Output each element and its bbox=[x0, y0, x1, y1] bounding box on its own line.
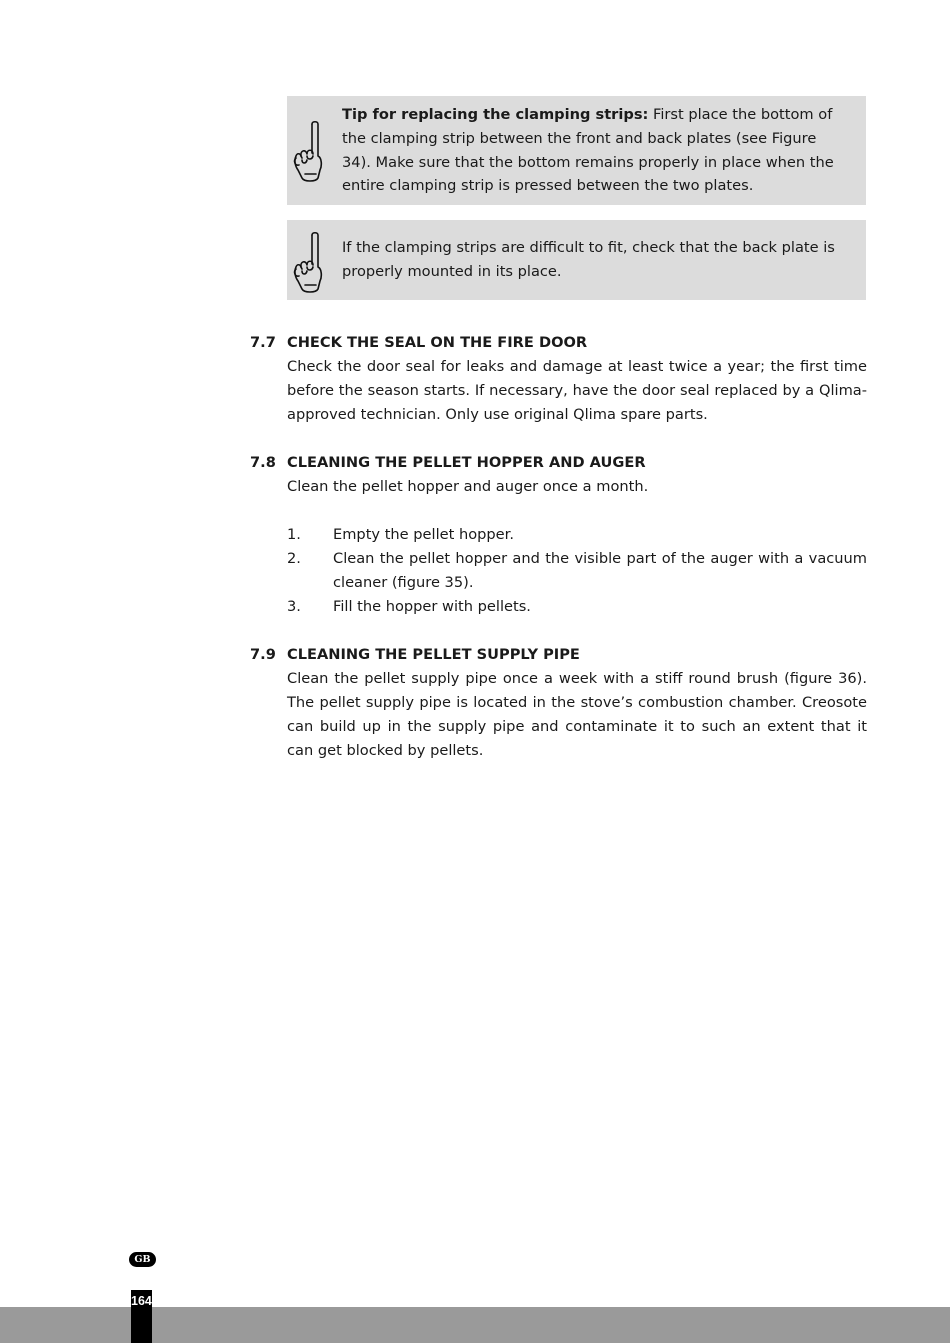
language-badge: GB bbox=[129, 1252, 156, 1267]
section-title: CLEANING THE PELLET SUPPLY PIPE bbox=[287, 646, 580, 663]
section-body: Clean the pellet hopper and auger once a month. bbox=[287, 478, 649, 495]
steps-list bbox=[287, 523, 867, 619]
section-number: 7.9 bbox=[250, 646, 276, 663]
section-number: 7.8 bbox=[250, 454, 276, 471]
tip-box bbox=[287, 96, 866, 205]
step-text: Empty the pellet hopper. bbox=[333, 526, 514, 543]
tip-text bbox=[342, 103, 846, 198]
step-number: 3. bbox=[287, 598, 301, 615]
step-number: 1. bbox=[287, 526, 301, 543]
section-title: CHECK THE SEAL ON THE FIRE DOOR bbox=[287, 334, 588, 351]
section-title: CLEANING THE PELLET HOPPER AND AUGER bbox=[287, 454, 646, 471]
step-text: Fill the hopper with pellets. bbox=[333, 598, 531, 615]
tip-text: If the clamping strips are difficult to fit, check that the back plate is properly mounted in its place. bbox=[342, 239, 835, 280]
step-text: Clean the pellet hopper and the visible part of the auger with a vacuum cleaner (figure 35). bbox=[333, 550, 867, 591]
list-item bbox=[287, 595, 867, 619]
pointing-hand-icon bbox=[292, 120, 326, 184]
list-item bbox=[287, 523, 867, 547]
pointing-hand-icon bbox=[292, 231, 326, 295]
list-item bbox=[287, 547, 867, 595]
tip-lead: Tip for replacing the clamping strips: bbox=[342, 106, 649, 123]
page-number: 164 bbox=[131, 1294, 152, 1308]
section-body: Clean the pellet supply pipe once a week with a stiff round brush (figure 36). The pellet supply pipe is located in the stove’s combustion chamber. Creosote can build up in the supply pipe and contaminate it to such an extent that it can get blocked by pellets. bbox=[287, 670, 867, 759]
section-number: 7.7 bbox=[250, 334, 276, 351]
step-number: 2. bbox=[287, 550, 301, 567]
tip-box bbox=[287, 220, 866, 300]
tip-body: First place the bottom of the clamping strip between the front and back plates (see Figure 34). Make sure that the bottom remains properly in place when the entire clamping strip is pressed between the two plates. bbox=[342, 106, 834, 195]
section-body: Check the door seal for leaks and damage at least twice a year; the first time before the season starts. If necessary, have the door seal replaced by a Qlima-approved technician. Only use original Qlima spare parts. bbox=[287, 358, 867, 423]
